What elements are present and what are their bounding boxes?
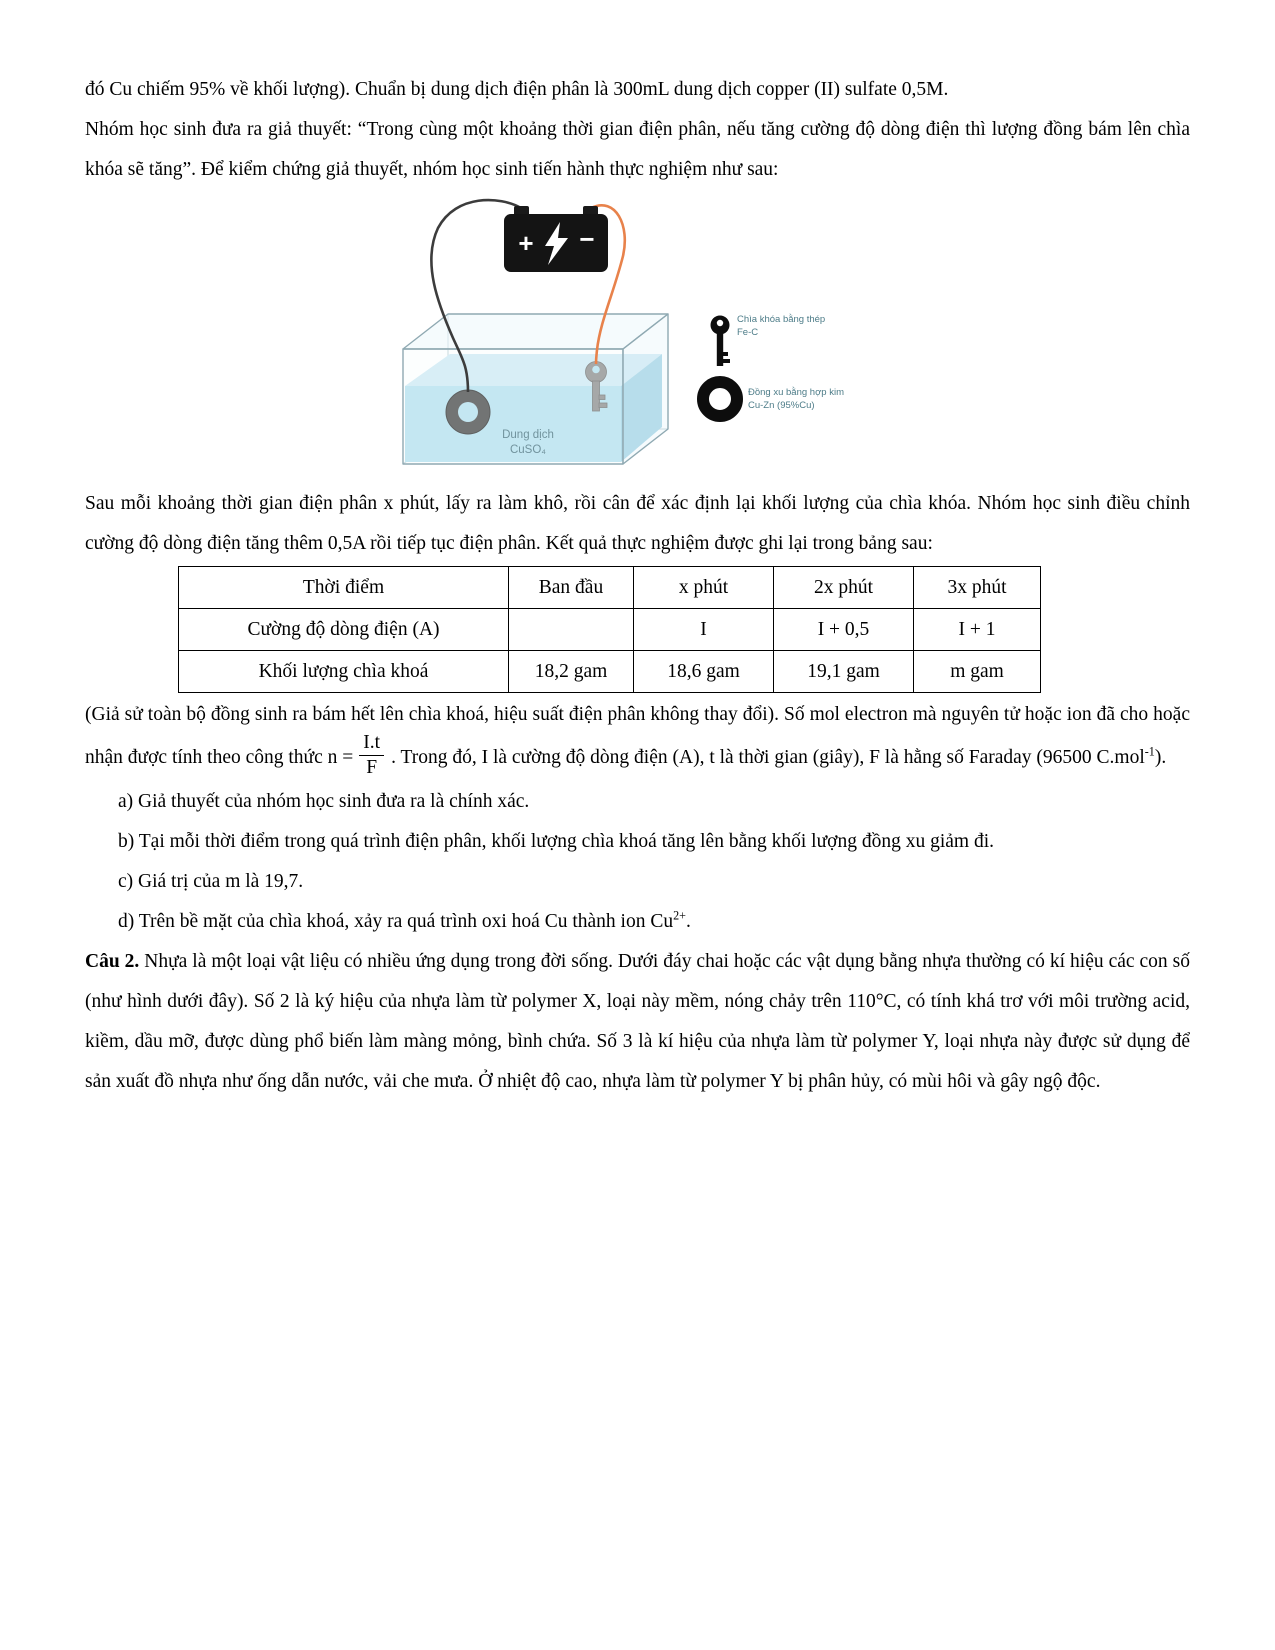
paragraph-hypothesis: Nhóm học sinh đưa ra giả thuyết: “Trong cùng một khoảng thời gian điện phân, nếu tăng cường độ dòng điện thì lượng đồng bám lên chìa khóa sẽ tăng”. Để kiểm chứng giả thuyết, nhóm học sinh tiến hành thực nghiệm như sau: <box>85 119 1190 180</box>
header-cell-time: Thời điểm <box>179 567 509 609</box>
cell-mass-2x: 19,1 gam <box>774 651 914 693</box>
header-cell-initial: Ban đầu <box>509 567 634 609</box>
apparatus-diagram <box>368 194 908 482</box>
table-row-current <box>179 609 1041 651</box>
row-label-current: Cường độ dòng điện (A) <box>179 609 509 651</box>
cell-current-x: I <box>634 609 774 651</box>
statement-d <box>85 902 1190 942</box>
legend-coin-icon <box>703 382 737 416</box>
formula-lhs: n = <box>327 746 354 768</box>
cell-current-2x: I + 0,5 <box>774 609 914 651</box>
formula-before-text: (Giả sử toàn bộ đồng sinh ra bám hết lên chìa khoá, hiệu suất điện phân không thay đổi). Số mol electron mà nguyên tử hoặc ion đã cho hoặc nhận được tính theo công thức <box>85 704 1190 768</box>
mol-electron-formula <box>327 732 391 778</box>
paragraph-procedure: Sau mỗi khoảng thời gian điện phân x phút, lấy ra làm khô, rồi cân để xác định lại khối lượng của chìa khóa. Nhóm học sinh điều chỉnh cường độ dòng điện tăng thêm 0,5A rồi tiếp tục điện phân. Kết quả thực nghiệm được ghi lại trong bảng sau: <box>85 493 1190 554</box>
electrolysis-apparatus-figure <box>85 194 1190 482</box>
cell-mass-x: 18,6 gam <box>634 651 774 693</box>
row-label-mass: Khối lượng chìa khoá <box>179 651 509 693</box>
statement-c: c) Giá trị của m là 19,7. <box>118 870 304 892</box>
legend-coin-label-line2: Cu-Zn (95%Cu) <box>747 400 815 411</box>
cell-current-3x: I + 1 <box>914 609 1041 651</box>
results-table <box>178 566 1041 693</box>
legend-key-icon <box>710 316 730 367</box>
formula-after-text: . Trong đó, I là cường độ dòng điện (A), t là thời gian (giây), F là hằng số Faraday (96500 C.mol <box>391 746 1145 768</box>
battery-plus-symbol: + <box>517 228 534 258</box>
question-2-text: Nhựa là một loại vật liệu có nhiều ứng dụng trong đời sống. Dưới đáy chai hoặc các vật dụng bằng nhựa thường có kí hiệu các con số (như hình dưới đây). Số 2 là ký hiệu của nhựa làm từ polymer X, loại này mềm, nóng chảy trên 110°C, có tính khá trơ với môi trường acid, kiềm, dầu mỡ, được dùng phổ biến làm màng mỏng, bình chứa. Số 3 là kí hiệu của nhựa làm từ polymer Y, loại nhựa này được sử dụng để sản xuất đồ nhựa như ống dẫn nước, vải che mưa. Ở nhiệt độ cao, nhựa làm từ polymer Y bị phân hủy, có mùi hôi và gây ngộ độc. <box>85 950 1191 1092</box>
statement-d-close: . <box>685 910 691 932</box>
legend-key-label-line2: Fe-C <box>736 327 758 338</box>
cell-mass-3x: m gam <box>914 651 1041 693</box>
statement-a: a) Giả thuyết của nhóm học sinh đưa ra là chính xác. <box>118 790 530 812</box>
fraction-denominator: F <box>366 756 378 778</box>
header-cell-2x-min: 2x phút <box>774 567 914 609</box>
table-row-mass <box>179 651 1041 693</box>
cell-current-initial <box>509 609 634 651</box>
statement-d-text: d) Trên bề mặt của chìa khoá, xảy ra quá trình oxi hoá Cu thành ion Cu <box>118 910 674 932</box>
legend-key-label-line1: Chìa khóa bằng thép <box>736 314 825 325</box>
battery-minus-symbol: − <box>578 224 595 254</box>
copper-ion-charge: 2+ <box>673 908 686 923</box>
header-cell-3x-min: 3x phút <box>914 567 1041 609</box>
fraction-numerator: I.t <box>359 732 384 756</box>
paragraph-formula <box>85 695 1190 782</box>
battery <box>504 206 608 272</box>
header-cell-x-min: x phút <box>634 567 774 609</box>
paragraph-continuation: đó Cu chiếm 95% về khối lượng). Chuẩn bị dung dịch điện phân là 300mL dung dịch copper (II) sulfate 0,5M. <box>85 79 949 100</box>
paragraph-question-2 <box>85 942 1190 1102</box>
formula-close-text: ). <box>1154 746 1167 768</box>
formula-fraction <box>359 732 384 779</box>
question-2-label: Câu 2. <box>85 950 140 972</box>
glass-tank <box>403 314 668 464</box>
statement-b: b) Tại mỗi thời điểm trong quá trình điện phân, khối lượng chìa khoá tăng lên bằng khối lượng đồng xu giảm đi. <box>118 830 994 852</box>
table-header-row <box>179 567 1041 609</box>
legend-coin-label-line1: Đồng xu bằng hợp kim <box>747 387 844 398</box>
cell-mass-initial: 18,2 gam <box>509 651 634 693</box>
faraday-exponent: -1 <box>1144 744 1155 759</box>
